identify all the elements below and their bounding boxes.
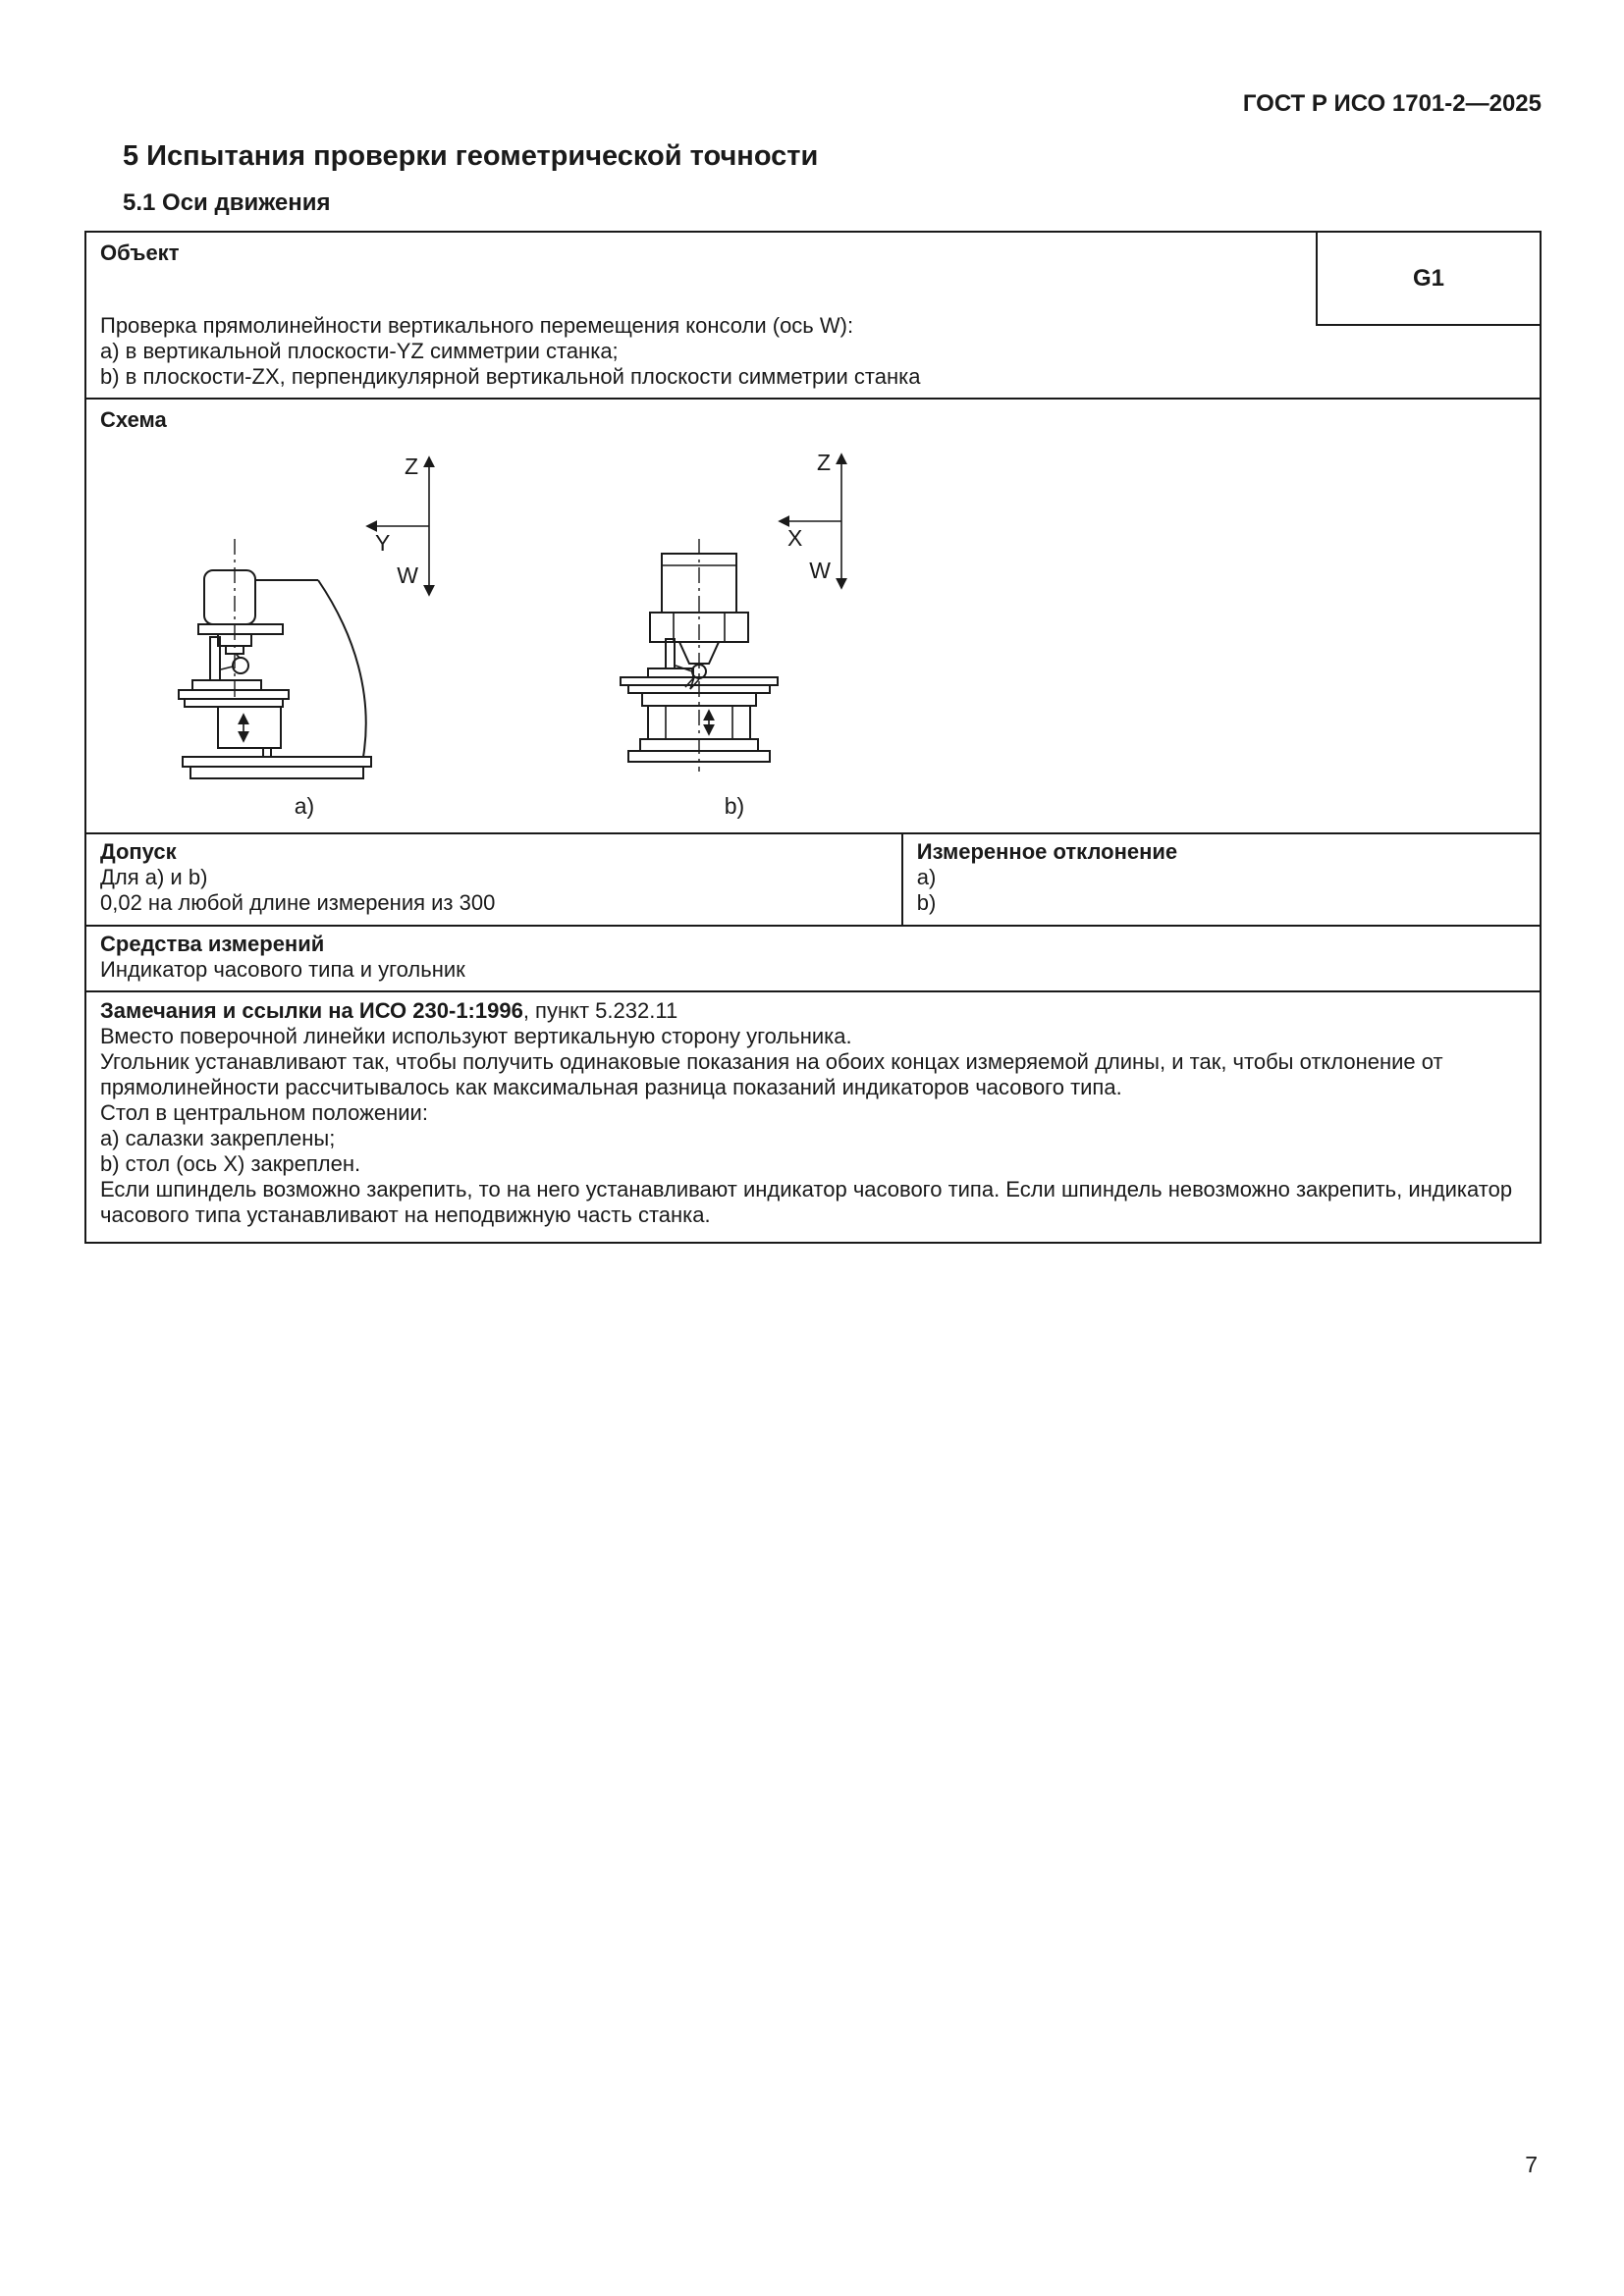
remarks-list-item: a) салазки закреплены; xyxy=(100,1126,336,1150)
object-row xyxy=(86,233,1540,400)
axis-w-label-b: W xyxy=(809,558,831,583)
instruments-label: Средства измерений xyxy=(100,932,325,956)
object-label: Объект xyxy=(100,240,180,265)
remarks-row xyxy=(86,992,1540,1242)
diagram-a-caption: a) xyxy=(294,793,315,819)
schema-label: Схема xyxy=(100,407,167,432)
deviation-a: a) xyxy=(916,865,937,889)
object-description-line: a) в вертикальной плоскости-YZ симметрии станка; xyxy=(100,339,619,363)
remarks-paragraph: Угольник устанавливают так, чтобы получить одинаковые показания на обоих концах измеряемой длины, и так, чтобы отклонение от прямолинейности рассчитывалось как максимальная разница показаний индикаторов часового типа. xyxy=(100,1049,1443,1099)
axis-x-label-b: X xyxy=(787,525,803,551)
remarks-title-reference: Замечания и ссылки на ИСО 230-1:1996 xyxy=(100,998,523,1023)
object-description-line: Проверка прямолинейности вертикального перемещения консоли (ось W): xyxy=(100,313,854,338)
diagram-b-caption: b) xyxy=(724,793,745,819)
axis-y-label-a: Y xyxy=(375,530,391,556)
axis-z-label-b: Z xyxy=(816,450,831,475)
remarks-list-item: b) стол (ось X) закреплен. xyxy=(100,1151,361,1176)
deviation-b: b) xyxy=(916,890,937,915)
object-description-line: b) в плоскости-ZX, перпендикулярной вертикальной плоскости симметрии станка xyxy=(100,364,921,389)
doc-standard-number: ГОСТ Р ИСО 1701-2—2025 xyxy=(1242,90,1542,117)
tolerance-cell xyxy=(86,834,903,925)
tolerance-scope: Для a) и b) xyxy=(100,865,208,889)
page-number: 7 xyxy=(1525,2152,1538,2177)
object-description xyxy=(100,313,1526,390)
instruments-row xyxy=(86,927,1540,992)
machine-front-view-drawing xyxy=(621,539,778,772)
page-content xyxy=(84,0,1542,1244)
remarks-title xyxy=(100,998,1526,1024)
axis-z-label-a: Z xyxy=(404,454,418,479)
subsection-title: 5.1 Оси движения xyxy=(123,189,331,216)
remarks-paragraph: Если шпиндель возможно закрепить, то на него устанавливают индикатор часового типа. Если шпиндель невозможно закрепить, индикатор часового типа устанавливают на неподвижную часть станка. xyxy=(100,1177,1513,1227)
instruments-text: Индикатор часового типа и угольник xyxy=(100,957,465,982)
section-title: 5 Испытания проверки геометрической точности xyxy=(123,140,819,172)
remarks-paragraph: Стол в центральном положении: xyxy=(100,1100,428,1125)
deviation-cell xyxy=(903,834,1540,925)
test-code-box xyxy=(1316,233,1540,326)
deviation-label: Измеренное отклонение xyxy=(916,839,1178,864)
axis-w-label-a: W xyxy=(397,562,418,588)
schema-row xyxy=(86,400,1540,834)
machine-schematics-diagram xyxy=(86,433,1543,830)
geometric-test-table xyxy=(84,231,1542,1244)
tolerance-label: Допуск xyxy=(100,839,177,864)
machine-side-view-drawing xyxy=(179,539,371,778)
test-code: G1 xyxy=(1412,264,1444,292)
remarks-title-clause: , пункт 5.232.11 xyxy=(522,998,678,1023)
remarks-paragraph: Вместо поверочной линейки используют вертикальную сторону угольника. xyxy=(100,1024,852,1048)
tolerance-value: 0,02 на любой длине измерения из 300 xyxy=(100,890,496,915)
tolerance-deviation-row xyxy=(86,834,1540,927)
